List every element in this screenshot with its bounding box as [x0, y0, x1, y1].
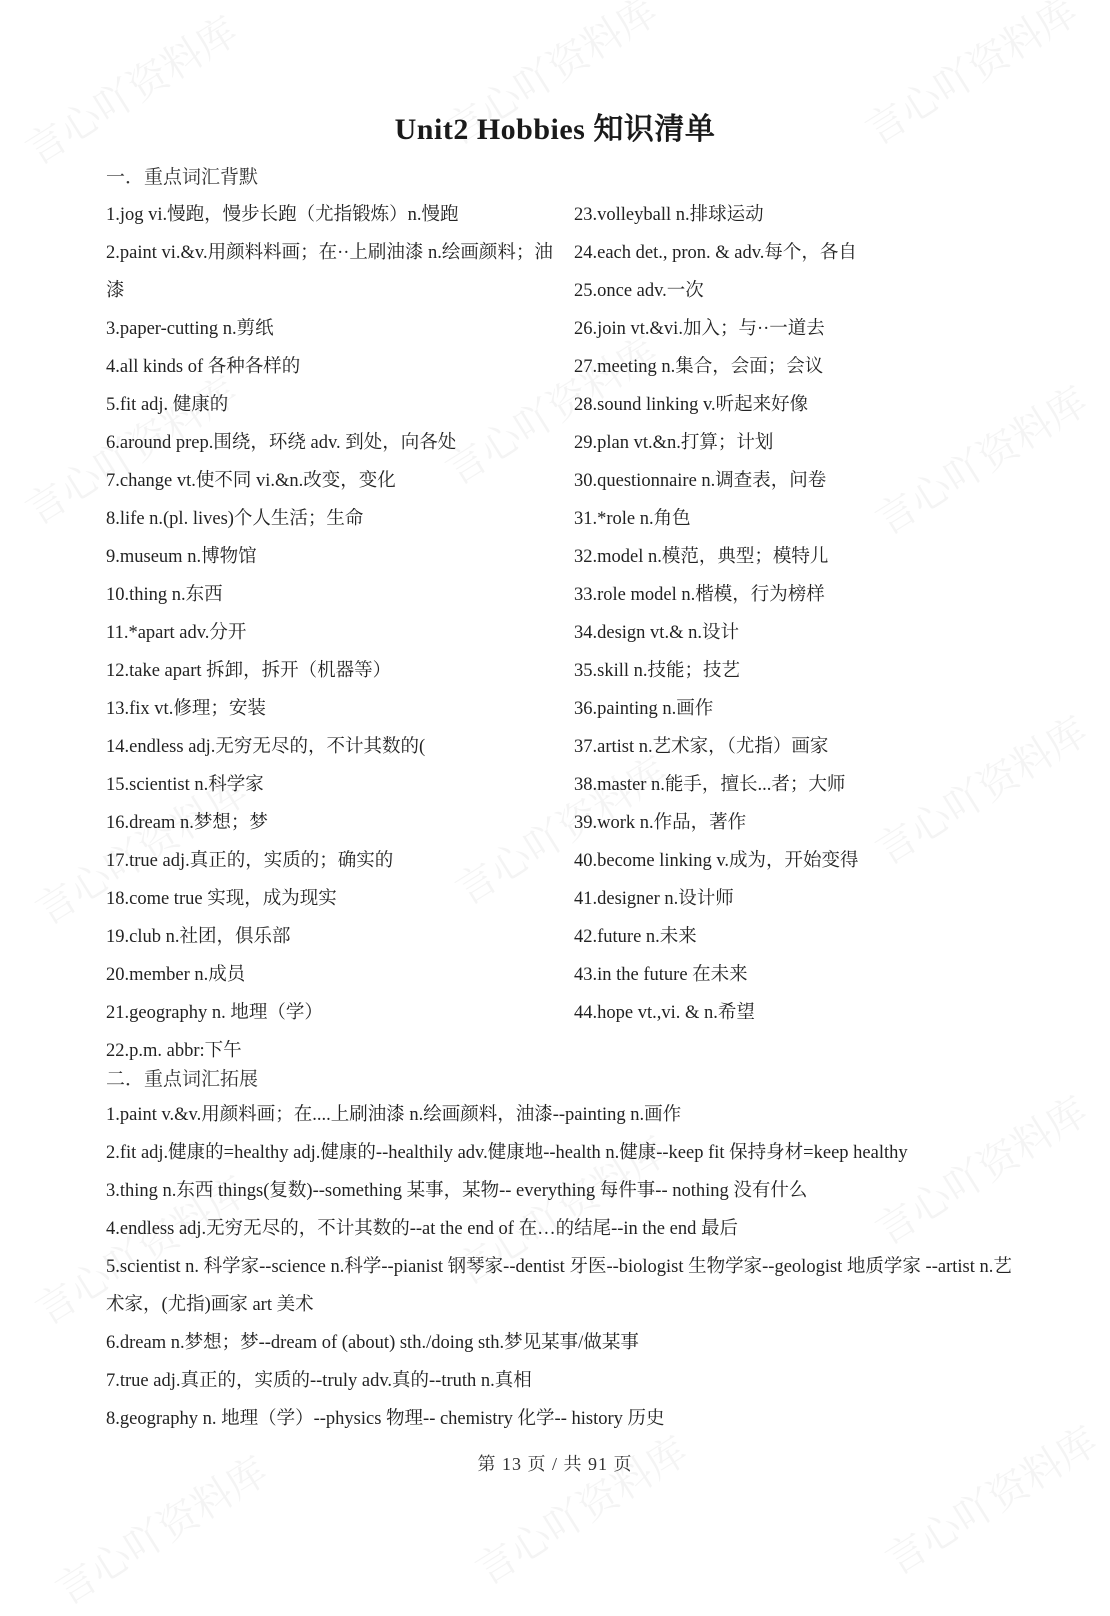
vocab-item: 32.model n.模范，典型；模特儿 [574, 547, 829, 567]
expansion-item: 1.paint v.&v.用颜料画；在....上刷油漆 n.绘画颜料，油漆--painting n.画作 [106, 1105, 682, 1125]
vocab-item: 28.sound linking v.听起来好像 [574, 395, 809, 415]
expansion-item: 2.fit adj.健康的=healthy adj.健康的--healthily adv.健康地--health n.健康--keep fit 保持身材=keep healthy [106, 1143, 908, 1163]
vocab-item: 11.*apart adv.分开 [106, 623, 247, 643]
watermark-text [13, 1, 247, 177]
vocab-item: 30.questionnaire n.调查表，问卷 [574, 471, 827, 491]
vocab-item: 18.come true 实现，成为现实 [106, 889, 337, 909]
vocab-item: 22.p.m. abbr:下午 [106, 1041, 242, 1061]
vocab-item: 12.take apart 拆卸，拆开（机器等） [106, 661, 392, 681]
vocab-item: 15.scientist n.科学家 [106, 775, 264, 795]
vocabulary-list-right [574, 196, 1014, 1032]
vocab-item: 7.change vt.使不同 vi.&n.改变，变化 [106, 471, 396, 491]
vocab-item: 39.work n.作品，著作 [574, 813, 747, 833]
watermark-text [463, 1421, 697, 1597]
vocab-item: 16.dream n.梦想；梦 [106, 813, 268, 833]
expansion-item: 4.endless adj.无穷无尽的，不计其数的--at the end of 在…的结尾--in the end 最后 [106, 1219, 738, 1239]
vocab-item: 19.club n.社团，俱乐部 [106, 927, 291, 947]
section-heading-vocabulary: 一．重点词汇背默 [106, 167, 259, 188]
vocab-item: 35.skill n.技能；技艺 [574, 661, 740, 681]
vocab-item: 33.role model n.楷模，行为榜样 [574, 585, 825, 605]
expansion-item: 5.scientist n. 科学家--science n.科学--pianist 钢琴家--dentist 牙医--biologist 生物学家--geologist 地质学家 --artist n.艺术家，(尤指)画家 art 美术 [106, 1257, 1012, 1315]
vocab-item: 8.life n.(pl. lives)个人生活；生命 [106, 509, 364, 529]
expansion-item: 8.geography n. 地理（学）--physics 物理-- chemistry 化学-- history 历史 [106, 1409, 665, 1429]
vocab-item: 26.join vt.&vi.加入；与··一道去 [574, 319, 825, 339]
vocab-item: 21.geography n. 地理（学） [106, 1003, 323, 1023]
expansion-item: 6.dream n.梦想；梦--dream of (about) sth./doing sth.梦见某事/做某事 [106, 1333, 639, 1353]
vocab-item: 13.fix vt.修理；安装 [106, 699, 266, 719]
vocab-item: 38.master n.能手，擅长...者；大师 [574, 775, 846, 795]
vocab-item: 2.paint vi.&v.用颜料料画；在··上刷油漆 n.绘画颜料；油漆 [106, 243, 553, 301]
vocabulary-list-left [106, 196, 556, 1070]
vocab-item: 29.plan vt.&n.打算；计划 [574, 433, 774, 453]
vocab-item: 6.around prep.围绕，环绕 adv. 到处，向各处 [106, 433, 457, 453]
vocab-item: 4.all kinds of 各种各样的 [106, 357, 301, 377]
vocab-item: 17.true adj.真正的，实质的；确实的 [106, 851, 394, 871]
vocab-item: 3.paper-cutting n.剪纸 [106, 319, 274, 339]
expansion-item: 7.true adj.真正的，实质的--truly adv.真的--truth n.真相 [106, 1371, 532, 1391]
vocab-item: 40.become linking v.成为，开始变得 [574, 851, 859, 871]
vocab-item: 20.member n.成员 [106, 965, 246, 985]
vocab-item: 14.endless adj.无穷无尽的，不计其数的( [106, 737, 426, 757]
vocab-item: 24.each det., pron. & adv.每个，各自 [574, 243, 857, 263]
vocab-item: 9.museum n.博物馆 [106, 547, 257, 567]
page-title: Unit2 Hobbies 知识清单 [394, 113, 716, 146]
vocab-item: 10.thing n.东西 [106, 585, 223, 605]
page-number-footer: 第 13 页 / 共 91 页 [477, 1454, 633, 1474]
vocab-item: 37.artist n.艺术家，（尤指）画家 [574, 737, 829, 757]
vocab-item: 31.*role n.角色 [574, 509, 691, 529]
vocab-item: 5.fit adj. 健康的 [106, 395, 229, 415]
vocab-item: 36.painting n.画作 [574, 699, 714, 719]
vocab-item: 25.once adv.一次 [574, 281, 704, 301]
vocab-item: 34.design vt.& n.设计 [574, 623, 739, 643]
vocab-item: 44.hope vt.,vi. & n.希望 [574, 1003, 755, 1023]
vocabulary-expansion-list [106, 1096, 1026, 1438]
vocab-item: 42.future n.未来 [574, 927, 697, 947]
section-heading-expansion: 二．重点词汇拓展 [106, 1069, 259, 1090]
vocab-item: 23.volleyball n.排球运动 [574, 205, 764, 225]
vocab-item: 27.meeting n.集合，会面；会议 [574, 357, 824, 377]
vocab-item: 43.in the future 在未来 [574, 965, 748, 985]
vocab-item: 1.jog vi.慢跑，慢步长跑（尤指锻炼）n.慢跑 [106, 205, 459, 225]
vocab-item: 41.designer n.设计师 [574, 889, 734, 909]
expansion-item: 3.thing n.东西 things(复数)--something 某事，某物-- everything 每件事-- nothing 没有什么 [106, 1181, 808, 1201]
